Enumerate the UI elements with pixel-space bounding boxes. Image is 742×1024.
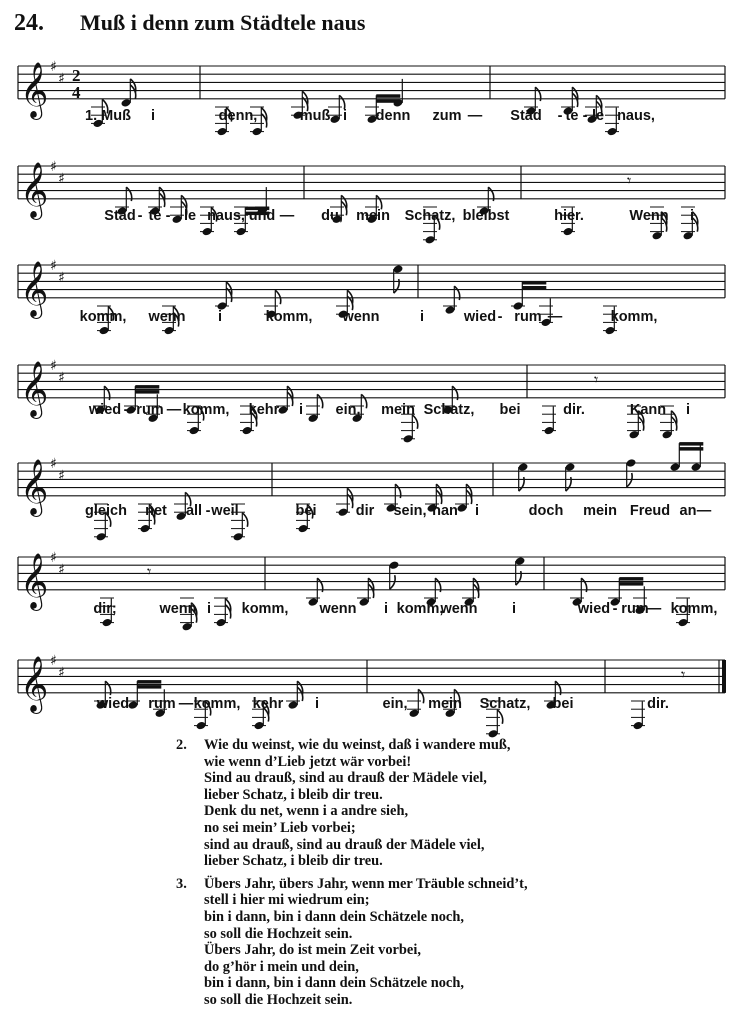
verse-line: stell i hier mi wiedrum ein; xyxy=(204,892,370,909)
lyric-syllable: - xyxy=(131,696,137,712)
lyric-syllable: Städ xyxy=(104,208,136,224)
lyric-syllable: - xyxy=(123,402,129,418)
lyric-syllable: Freud xyxy=(629,503,671,519)
lyric-syllable: — xyxy=(279,208,295,224)
verse-line: sind au drauß, sind au drauß der Mädele viel, xyxy=(204,836,485,853)
lyric-syllable: i xyxy=(383,601,389,617)
lyric-syllable: wenn xyxy=(148,309,186,325)
lyric-syllable: gleich xyxy=(85,503,127,519)
lyric-syllable: — xyxy=(696,503,712,519)
lyric-syllable: Wenn xyxy=(629,208,669,224)
lyric-syllable: komm, xyxy=(241,601,289,617)
staff-system xyxy=(0,52,742,144)
sharp-icon: ♯ xyxy=(58,370,65,386)
lyric-syllable: wied xyxy=(463,309,497,325)
lyric-syllable: du, xyxy=(321,208,343,224)
lyric-syllable: bei xyxy=(499,402,521,418)
lyric-syllable: naus, xyxy=(617,108,655,124)
verse-3 xyxy=(176,876,696,1009)
lyric-syllable: an xyxy=(679,503,697,519)
verse-2 xyxy=(176,737,696,870)
lyric-syllable: i xyxy=(314,696,320,712)
lyric-syllable: i xyxy=(511,601,517,617)
verses-block xyxy=(176,737,696,1015)
note-beam xyxy=(619,577,643,581)
lyric-syllable: dir. xyxy=(563,402,585,418)
lyric-syllable: wied xyxy=(577,601,611,617)
note-flag xyxy=(242,513,247,527)
song-number: 24. xyxy=(14,10,44,36)
note-beam xyxy=(135,390,159,394)
lyric-syllable: i xyxy=(474,503,480,519)
lyric-syllable: - xyxy=(205,503,211,519)
lyric-syllable: i xyxy=(685,402,691,418)
lyric-syllable: wenn xyxy=(319,601,357,617)
lyric-syllable: Kann xyxy=(629,402,667,418)
lyric-syllable: ein, xyxy=(382,696,408,712)
lyric-syllable: net xyxy=(145,503,167,519)
lyric-syllable: denn, xyxy=(218,108,258,124)
sharp-icon: ♯ xyxy=(58,270,65,286)
lyric-syllable: komm, xyxy=(193,696,241,712)
note-beam xyxy=(137,685,161,689)
lyric-syllable: i xyxy=(419,309,425,325)
verse-line: lieber Schatz, i bleib dir treu. xyxy=(204,786,383,803)
verse-line: Denk du net, wenn i a andre sieh, xyxy=(204,803,409,820)
lyric-syllable: bleibst xyxy=(462,208,510,224)
treble-clef-icon: 𝄞 xyxy=(20,458,49,515)
lyric-syllable: komm, xyxy=(670,601,718,617)
staff-system xyxy=(0,351,742,443)
lyric-syllable: mein xyxy=(381,402,415,418)
lyric-syllable: — xyxy=(178,696,194,712)
lyric-syllable: komm, xyxy=(610,309,658,325)
note-beam xyxy=(522,281,546,285)
lyric-syllable: komm, xyxy=(396,601,444,617)
lyric-syllable: weil xyxy=(211,503,239,519)
lyric-syllable: komm, xyxy=(182,402,230,418)
lyric-syllable: - xyxy=(137,208,143,224)
sharp-icon: ♯ xyxy=(50,550,57,566)
lyric-syllable: kehr xyxy=(252,696,284,712)
lyric-syllable: — xyxy=(646,601,662,617)
lyric-syllable: all xyxy=(185,503,203,519)
sharp-icon: ♯ xyxy=(58,71,65,87)
lyric-syllable: denn xyxy=(375,108,411,124)
verse-line: Wie du weinst, wie du weinst, daß i wandere muß, xyxy=(204,737,511,753)
staff-system xyxy=(0,451,742,543)
lyric-syllable: Schatz, xyxy=(404,208,456,224)
lyric-syllable: wenn xyxy=(440,601,478,617)
note-flag xyxy=(390,575,395,589)
verse-line: bin i dann, bin i dann dein Schätzele noch, xyxy=(204,908,464,925)
staff-system xyxy=(0,545,742,637)
lyric-syllable: te xyxy=(565,108,579,124)
verse-line: so soll die Hochzeit sein. xyxy=(204,991,353,1008)
treble-clef-icon: 𝄞 xyxy=(20,61,49,118)
lyric-syllable: bei xyxy=(295,503,317,519)
verse-line: so soll die Hochzeit sein. xyxy=(204,925,353,942)
lyric-syllable: mein xyxy=(583,503,617,519)
lyric-syllable: naus, xyxy=(207,208,245,224)
lyric-syllable: wenn xyxy=(342,309,380,325)
lyric-syllable: rum xyxy=(136,402,164,418)
sharp-icon: ♯ xyxy=(50,59,57,75)
lyric-syllable: Schatz, xyxy=(479,696,531,712)
lyric-syllable: 1. Muß xyxy=(85,108,131,124)
lyric-syllable: mein xyxy=(356,208,390,224)
staff-system xyxy=(0,251,742,343)
lyric-syllable: hier. xyxy=(554,208,584,224)
note-beam xyxy=(522,286,546,290)
treble-clef-icon: 𝄞 xyxy=(20,360,49,417)
verse-line: do g’hör i mein und dein, xyxy=(204,958,359,975)
lyric-syllable: - xyxy=(582,108,588,124)
eighth-rest-icon: 𝄾 xyxy=(627,171,632,190)
lyric-syllable: i xyxy=(150,108,156,124)
sharp-icon: ♯ xyxy=(50,159,57,175)
lyric-syllable: - xyxy=(165,208,171,224)
lyric-syllable: dir. xyxy=(647,696,669,712)
lyric-syllable: — xyxy=(166,402,182,418)
lyric-syllable: bei xyxy=(552,696,574,712)
lyric-syllable: - xyxy=(497,309,503,325)
sharp-icon: ♯ xyxy=(50,258,57,274)
song-title: Muß i denn zum Städtele naus xyxy=(80,10,366,35)
lyric-syllable: Schatz, xyxy=(423,402,475,418)
verse-line: Übers Jahr, do ist mein Zeit vorbei, xyxy=(204,942,421,959)
lyric-syllable: ein, xyxy=(335,402,361,418)
lyric-syllable: - xyxy=(612,601,618,617)
verse-number: 3. xyxy=(176,875,187,892)
lyric-syllable: dir xyxy=(355,503,375,519)
note-beam xyxy=(135,385,159,389)
eighth-rest-icon: 𝄾 xyxy=(594,370,599,389)
treble-clef-icon: 𝄞 xyxy=(20,260,49,317)
verse-line: wie wenn d’Lieb jetzt wär vorbei! xyxy=(204,753,412,770)
staff-system xyxy=(0,646,742,738)
lyric-syllable: rum xyxy=(148,696,176,712)
time-signature-top: 2 xyxy=(72,66,81,85)
lyric-syllable: han xyxy=(432,503,458,519)
note-beam xyxy=(137,680,161,684)
lyric-syllable: te xyxy=(148,208,162,224)
treble-clef-icon: 𝄞 xyxy=(20,161,49,218)
sharp-icon: ♯ xyxy=(50,358,57,374)
lyric-syllable: komm, xyxy=(265,309,313,325)
sharp-icon: ♯ xyxy=(58,468,65,484)
staff-system xyxy=(0,152,742,244)
sharp-icon: ♯ xyxy=(58,665,65,681)
verse-line: no sei mein’ Lieb vorbei; xyxy=(204,819,356,836)
verse-line: Übers Jahr, übers Jahr, wenn mer Träuble schneid’t, xyxy=(204,875,528,892)
note-beam xyxy=(619,582,643,586)
lyric-syllable: rum xyxy=(621,601,649,617)
lyric-syllable: rum xyxy=(514,309,542,325)
lyric-syllable: komm, xyxy=(79,309,127,325)
lyric-syllable: doch xyxy=(528,503,564,519)
lyric-syllable: i xyxy=(217,309,223,325)
verse-line: lieber Schatz, i bleib dir treu. xyxy=(204,853,383,870)
lyric-syllable: — xyxy=(467,108,483,124)
time-signature-bottom: 4 xyxy=(72,83,81,102)
treble-clef-icon: 𝄞 xyxy=(20,655,49,712)
lyric-syllable: Städ xyxy=(510,108,542,124)
lyric-syllable: i xyxy=(342,108,348,124)
lyric-syllable: wenn xyxy=(159,601,197,617)
final-barline xyxy=(722,660,726,693)
lyric-syllable: wied xyxy=(96,696,130,712)
sharp-icon: ♯ xyxy=(58,171,65,187)
treble-clef-icon: 𝄞 xyxy=(20,552,49,609)
lyric-syllable: muß xyxy=(299,108,331,124)
lyric-syllable: wied xyxy=(88,402,122,418)
lyric-syllable: kehr xyxy=(248,402,280,418)
note-flag xyxy=(275,290,280,304)
lyric-syllable: - xyxy=(557,108,563,124)
lyric-syllable: le xyxy=(591,108,605,124)
note-beam xyxy=(376,94,400,98)
lyric-syllable: zum xyxy=(432,108,462,124)
lyric-syllable: i xyxy=(206,601,212,617)
verse-line: bin i dann, bin i dann dein Schätzele noch, xyxy=(204,975,464,992)
eighth-rest-icon: 𝄾 xyxy=(681,665,686,684)
sharp-icon: ♯ xyxy=(58,562,65,578)
lyric-syllable: sein, xyxy=(393,503,427,519)
lyric-syllable: und xyxy=(248,208,276,224)
staff-svg xyxy=(0,451,742,515)
note-flag xyxy=(627,473,632,487)
lyric-syllable: dir; xyxy=(93,601,117,617)
lyric-syllable: mein xyxy=(428,696,462,712)
lyric-syllable: — xyxy=(547,309,563,325)
verse-line: Sind au drauß, sind au drauß der Mädele viel, xyxy=(204,770,487,787)
eighth-rest-icon: 𝄾 xyxy=(147,562,152,581)
lyric-syllable: i xyxy=(298,402,304,418)
verse-number: 2. xyxy=(176,737,187,753)
lyric-syllable: le xyxy=(183,208,197,224)
lyric-syllable: i xyxy=(689,208,695,224)
sharp-icon: ♯ xyxy=(50,653,57,669)
sharp-icon: ♯ xyxy=(50,456,57,472)
